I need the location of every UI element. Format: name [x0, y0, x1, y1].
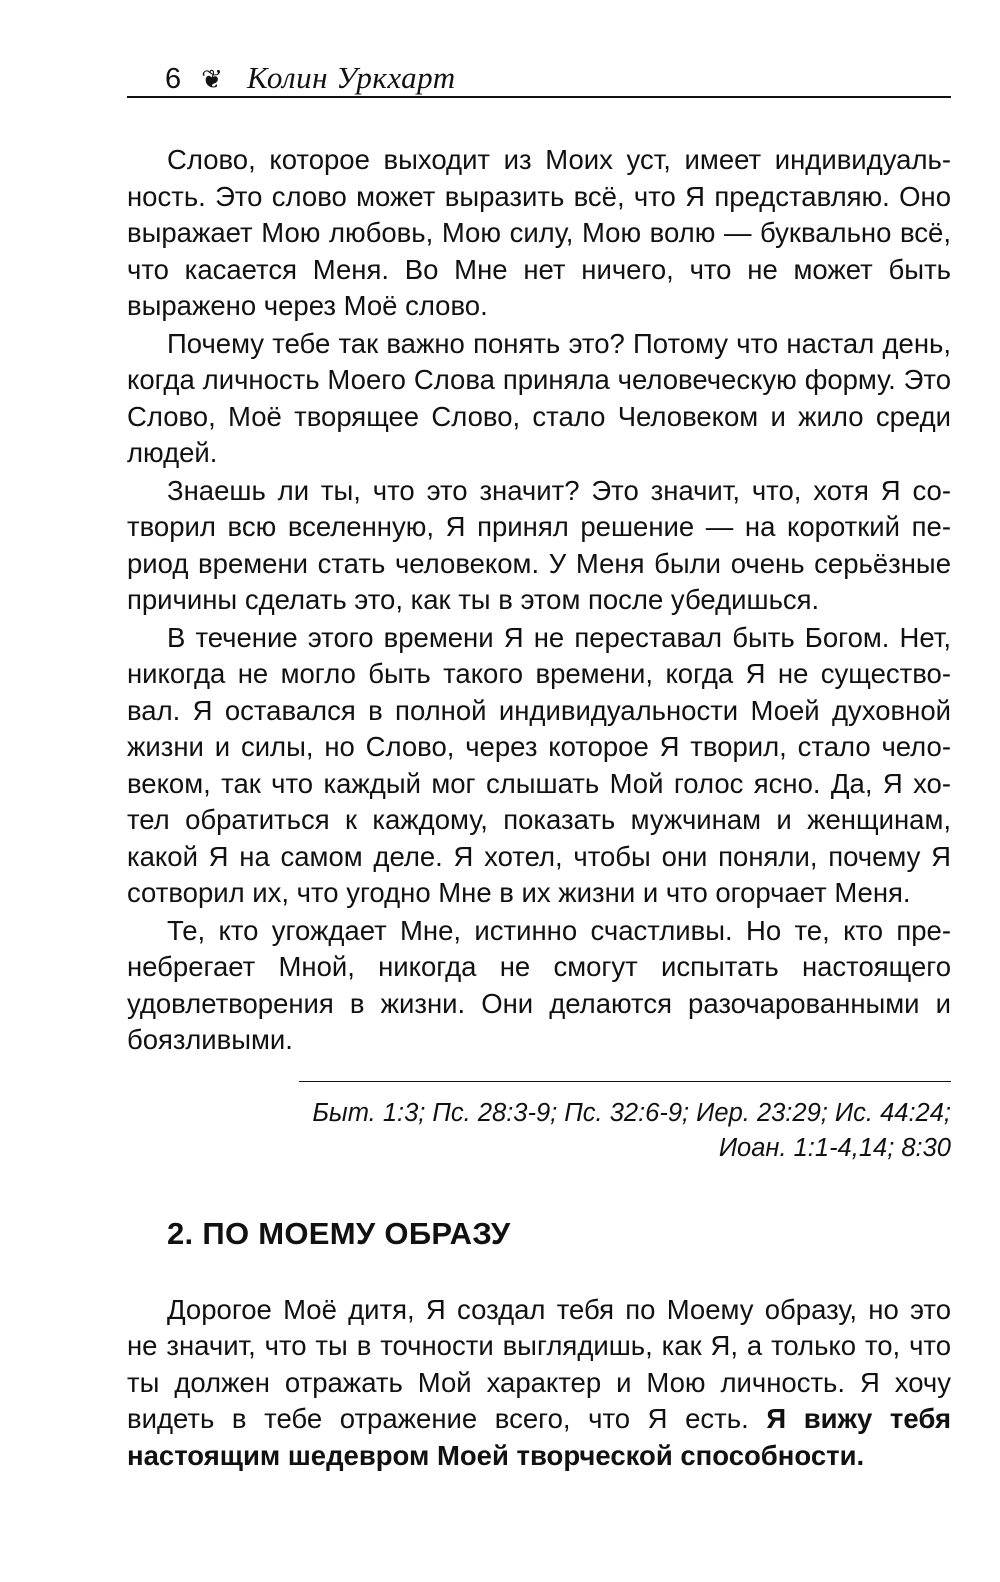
emphasized-text: Я вижу тебя настоящим шедевром Моей творческой способности. [127, 1403, 951, 1471]
references-line: Иоан. 1:1-4,14; 8:30 [718, 1133, 951, 1162]
scripture-references [127, 1096, 951, 1166]
paragraph [127, 1292, 951, 1475]
paragraph: Слово, которое выходит из Моих уст, имеет индивидуальность. Это слово может выразить всё, что Я представляю. Оно выражает Мою любовь, Мою силу, Мою волю — буквально всё, что касается Меня. Во Мне нет ничего, что не может быть выражено через Моё слово. [127, 144, 951, 321]
section-heading: 2. ПО МОЕМУ ОБРАЗУ [167, 1215, 511, 1251]
paragraph-text: Дорогое Моё дитя, Я создал тебя по Моему образу, но это не значит, что ты в точности выглядишь, как Я, а только то, что ты должен отражать Мой характер и Мою личность. Я хочу видеть в тебе отражение всего, что Я есть. [127, 1293, 951, 1434]
paragraph: Почему тебе так важно понять это? Потому что настал день, когда личность Моего Слова приняла человеческую форму. Это Слово, Моё творящее Слово, стало Человеком и жило среди людей. [127, 327, 951, 468]
chapter-body [127, 142, 951, 1059]
references-line: Быт. 1:3; Пс. 28:3-9; Пс. 32:6-9; Иер. 23:29; Ис. 44:24; [312, 1098, 951, 1127]
running-header [127, 60, 951, 98]
paragraph: В течение этого времени Я не переставал быть Богом. Нет, никогда не могло быть такого времени, когда Я не существовал. Я оставался в полной индивидуальности Моей духовной жизни и силы, но Слово, через которое Я творил, стало человеком, так что каждый мог слышать Мой голос ясно. Да, Я хотел обратиться к каждому, показать мужчинам и женщинам, какой Я на самом деле. Я хотел, чтобы они поняли, почему Я сотворил их, что угодно Мне в их жизни и что огорчает Меня. [127, 621, 951, 908]
fleuron-icon: ❦ [201, 65, 223, 95]
paragraph: Те, кто угождает Мне, истинно счастливы. Но те, кто пренебрегает Мной, никогда не смогут испытать настоящего удовлетворения в жизни. Они делаются разочарованными и боязливыми. [127, 914, 951, 1055]
author-name: Колин Уркхарт [246, 60, 456, 95]
references-divider [299, 1081, 951, 1082]
section-body [127, 1292, 951, 1475]
page-number: 6 [165, 63, 182, 95]
book-page [127, 60, 951, 1474]
paragraph: Знаешь ли ты, что это значит? Это значит, что, хотя Я сотворил всю вселенную, Я принял решение — на короткий период времени стать человеком. У Меня были очень серьёзные причины сделать это, как ты в этом после убедишься. [127, 474, 951, 615]
